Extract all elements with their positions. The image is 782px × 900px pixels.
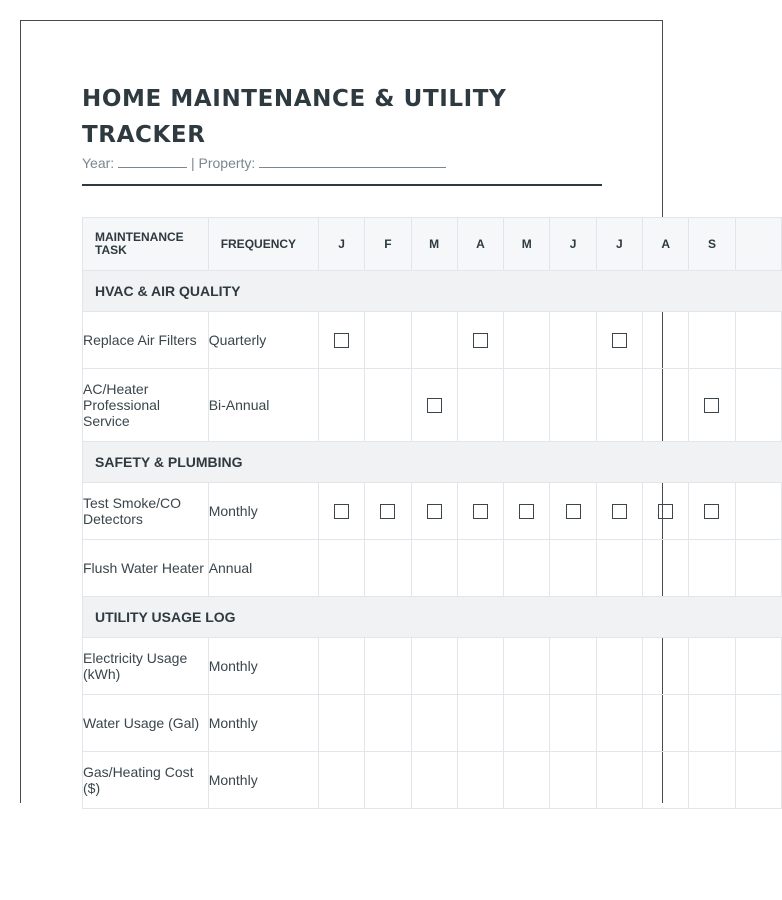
task-name: Test Smoke/CO Detectors (83, 483, 209, 540)
page-title: HOME MAINTENANCE & UTILITY TRACKER (82, 86, 507, 148)
section-header-row (83, 271, 782, 312)
checkbox[interactable] (612, 504, 627, 519)
task-name: Replace Air Filters (83, 312, 209, 369)
task-frequency: Monthly (208, 752, 318, 809)
header-month: M (411, 218, 457, 271)
month-cell[interactable] (596, 752, 642, 809)
task-frequency: Monthly (208, 695, 318, 752)
month-cell[interactable] (411, 752, 457, 809)
table-row (83, 369, 782, 442)
section-title: HVAC & AIR QUALITY (83, 271, 782, 312)
section-title: UTILITY USAGE LOG (83, 597, 782, 638)
month-cell (504, 483, 550, 540)
task-name: Electricity Usage (kWh) (83, 638, 209, 695)
header-month: J (318, 218, 364, 271)
month-cell[interactable] (457, 369, 503, 442)
header-month: A (457, 218, 503, 271)
month-cell[interactable] (365, 540, 411, 597)
checkbox[interactable] (334, 333, 349, 348)
month-cell (689, 483, 735, 540)
month-cell[interactable] (411, 540, 457, 597)
month-cell[interactable] (596, 638, 642, 695)
month-cell[interactable] (457, 752, 503, 809)
section-header-row (83, 597, 782, 638)
month-cell[interactable] (643, 312, 689, 369)
month-cell[interactable] (365, 638, 411, 695)
header-month: F (365, 218, 411, 271)
month-cell[interactable] (643, 638, 689, 695)
month-cell[interactable] (411, 638, 457, 695)
month-cell[interactable] (504, 638, 550, 695)
month-cell[interactable] (411, 695, 457, 752)
checkbox[interactable] (566, 504, 581, 519)
header-month (735, 218, 781, 271)
task-frequency: Monthly (208, 638, 318, 695)
task-name: Water Usage (Gal) (83, 695, 209, 752)
month-cell[interactable] (550, 540, 596, 597)
month-cell (550, 483, 596, 540)
month-cell[interactable] (643, 369, 689, 442)
month-cell (318, 483, 364, 540)
month-cell[interactable] (365, 312, 411, 369)
section-title: SAFETY & PLUMBING (83, 442, 782, 483)
table-row (83, 638, 782, 695)
month-cell[interactable] (318, 752, 364, 809)
month-cell[interactable] (735, 540, 781, 597)
task-frequency: Annual (208, 540, 318, 597)
property-label: Property: (198, 155, 256, 171)
month-cell[interactable] (504, 540, 550, 597)
checkbox[interactable] (519, 504, 534, 519)
checkbox[interactable] (334, 504, 349, 519)
month-cell (365, 483, 411, 540)
month-cell (411, 483, 457, 540)
month-cell[interactable] (550, 312, 596, 369)
table-header-row (83, 218, 782, 271)
task-name: Gas/Heating Cost ($) (83, 752, 209, 809)
month-cell (457, 312, 503, 369)
month-cell (457, 483, 503, 540)
checkbox[interactable] (612, 333, 627, 348)
month-cell[interactable] (457, 638, 503, 695)
month-cell (643, 483, 689, 540)
month-cell[interactable] (735, 695, 781, 752)
header-month: A (643, 218, 689, 271)
month-cell[interactable] (643, 752, 689, 809)
month-cell[interactable] (596, 695, 642, 752)
month-cell[interactable] (550, 752, 596, 809)
header-month: M (504, 218, 550, 271)
month-cell[interactable] (689, 752, 735, 809)
section-header-row (83, 442, 782, 483)
month-cell (596, 312, 642, 369)
header-month: S (689, 218, 735, 271)
property-field[interactable] (259, 155, 446, 168)
checkbox[interactable] (704, 504, 719, 519)
year-field[interactable] (118, 155, 187, 168)
month-cell[interactable] (365, 752, 411, 809)
month-cell[interactable] (596, 369, 642, 442)
month-cell (689, 369, 735, 442)
month-cell[interactable] (318, 369, 364, 442)
month-cell[interactable] (550, 369, 596, 442)
month-cell[interactable] (689, 695, 735, 752)
month-cell[interactable] (689, 638, 735, 695)
year-label: Year: (82, 155, 115, 171)
checkbox[interactable] (473, 504, 488, 519)
checkbox[interactable] (473, 333, 488, 348)
month-cell[interactable] (735, 752, 781, 809)
month-cell[interactable] (504, 369, 550, 442)
month-cell[interactable] (550, 638, 596, 695)
month-cell[interactable] (735, 483, 781, 540)
checkbox[interactable] (380, 504, 395, 519)
month-cell[interactable] (318, 638, 364, 695)
month-cell[interactable] (365, 369, 411, 442)
task-frequency: Bi-Annual (208, 369, 318, 442)
table-row (83, 695, 782, 752)
month-cell (318, 312, 364, 369)
month-cell[interactable] (689, 540, 735, 597)
task-frequency: Quarterly (208, 312, 318, 369)
month-cell[interactable] (689, 312, 735, 369)
table-row (83, 312, 782, 369)
task-frequency: Monthly (208, 483, 318, 540)
title-divider (82, 184, 602, 186)
checkbox[interactable] (658, 504, 673, 519)
task-name: AC/Heater Professional Service (83, 369, 209, 442)
checkbox[interactable] (704, 398, 719, 413)
month-cell[interactable] (596, 540, 642, 597)
month-cell[interactable] (735, 638, 781, 695)
month-cell[interactable] (318, 695, 364, 752)
month-cell[interactable] (735, 369, 781, 442)
table-row (83, 752, 782, 809)
meta-line (82, 155, 446, 171)
header-month: J (550, 218, 596, 271)
month-cell[interactable] (504, 312, 550, 369)
month-cell[interactable] (365, 695, 411, 752)
month-cell (596, 483, 642, 540)
month-cell[interactable] (504, 695, 550, 752)
month-cell[interactable] (643, 695, 689, 752)
maintenance-table (82, 217, 782, 809)
table-body (83, 271, 782, 809)
month-cell (411, 369, 457, 442)
month-cell[interactable] (457, 540, 503, 597)
month-cell[interactable] (457, 695, 503, 752)
month-cell[interactable] (504, 752, 550, 809)
month-cell[interactable] (411, 312, 457, 369)
header-task: MAINTENANCE TASK (83, 218, 209, 271)
checkbox[interactable] (427, 398, 442, 413)
header-frequency: FREQUENCY (208, 218, 318, 271)
month-cell[interactable] (735, 312, 781, 369)
month-cell[interactable] (643, 540, 689, 597)
table-row (83, 483, 782, 540)
checkbox[interactable] (427, 504, 442, 519)
meta-separator: | (190, 155, 195, 171)
table-row (83, 540, 782, 597)
tracker-page (20, 20, 716, 803)
month-cell[interactable] (550, 695, 596, 752)
header-month: J (596, 218, 642, 271)
task-name: Flush Water Heater (83, 540, 209, 597)
month-cell[interactable] (318, 540, 364, 597)
